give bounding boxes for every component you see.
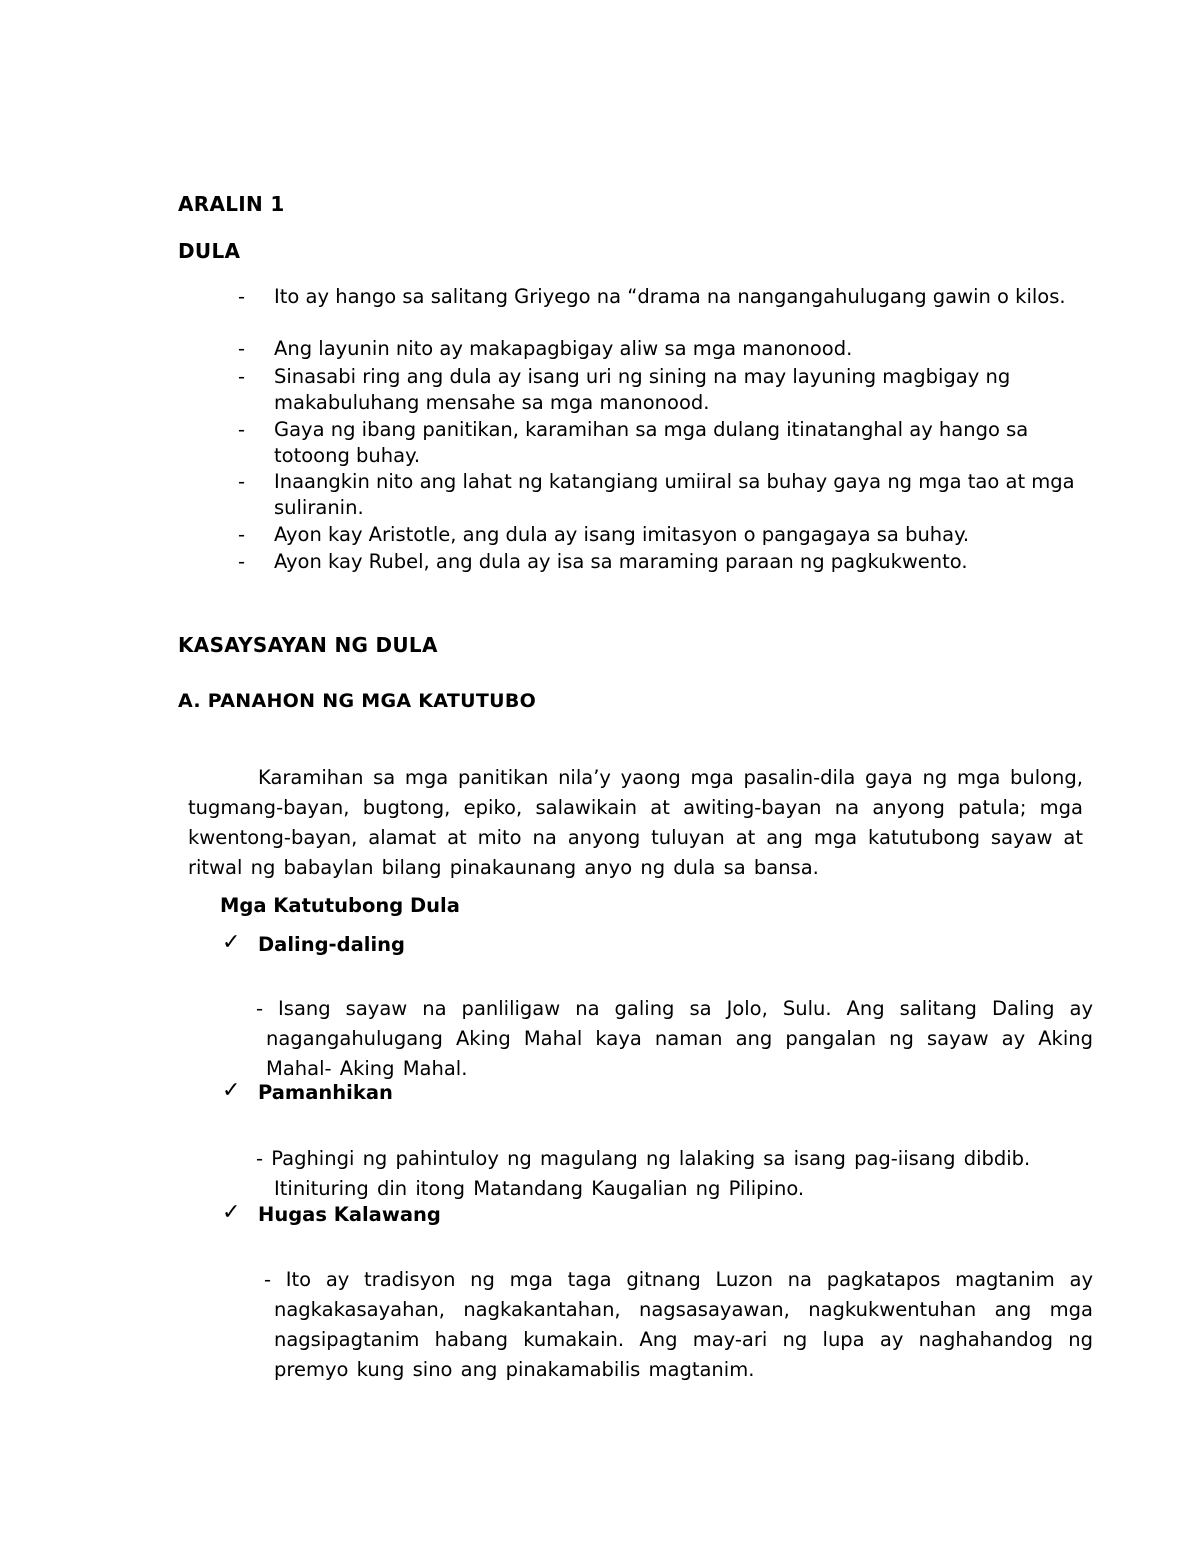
definition-item: Ito ay hango sa salitang Griyego na “drama na nangangahulugang gawin o kilos.	[274, 285, 1066, 308]
definition-item: Inaangkin nito ang lahat ng katangiang umiiral sa buhay gaya ng mga tao at mga suliranin.	[274, 470, 1075, 519]
definition-item: Ang layunin nito ay makapagbigay aliw sa mga manonood.	[274, 337, 853, 360]
checkmark-icon: ✓	[222, 1078, 241, 1103]
dash-marker: -	[238, 285, 246, 308]
section-a-title: A. PANAHON NG MGA KATUTUBO	[178, 690, 537, 712]
play-name: Pamanhikan	[258, 1081, 393, 1104]
definition-item: Ayon kay Rubel, ang dula ay isa sa maraming paraan ng pagkukwento.	[274, 550, 968, 573]
definition-item: Ayon kay Aristotle, ang dula ay isang imitasyon o pangagaya sa buhay.	[274, 523, 970, 546]
dash-marker: -	[238, 550, 246, 573]
lesson-topic: DULA	[178, 239, 241, 263]
play-description: - Paghingi ng pahintuloy ng magulang ng lalaking sa isang pag-iisang dibdib. Itinituring din itong Matandang Kaugalian ng Pilipino.	[256, 1146, 1031, 1200]
dash-marker: -	[238, 470, 246, 493]
section-a-paragraph: Karamihan sa mga panitikan nila’y yaong mga pasalin-dila gaya ng mga bulong, tugmang-bayan, bugtong, epiko, salawikain at awiting-bayan na anyong patula; mga kwentong-bayan, alamat at mito na anyong tuluyan at ang mga katutubong sayaw at ritwal ng babaylan bilang pinakaunang anyo ng dula sa bansa.	[188, 765, 1083, 879]
native-plays-title: Mga Katutubong Dula	[220, 894, 460, 917]
dash-marker: -	[238, 418, 246, 441]
play-description: - Isang sayaw na panliligaw na galing sa Jolo, Sulu. Ang salitang Daling ay nagangahulugang Aking Mahal kaya naman ang pangalan ng sayaw ay Aking Mahal- Aking Mahal.	[256, 996, 1093, 1080]
history-title: KASAYSAYAN NG DULA	[178, 633, 438, 657]
play-name: Daling-daling	[258, 933, 405, 956]
lesson-title: ARALIN 1	[178, 192, 285, 216]
definition-item: Gaya ng ibang panitikan, karamihan sa mga dulang itinatanghal ay hango sa totoong buhay.	[274, 418, 1029, 467]
checkmark-icon: ✓	[222, 930, 241, 955]
play-description: - Ito ay tradisyon ng mga taga gitnang Luzon na pagkatapos magtanim ay nagkakasayahan, nagkakantahan, nagsasayawan, nagkukwentuhan ang mga nagsipagtanim habang kumakain. Ang may-ari ng lupa ay naghahandog ng premyo kung sino ang pinakamabilis magtanim.	[264, 1267, 1093, 1381]
dash-marker: -	[238, 337, 246, 360]
definition-item: Sinasabi ring ang dula ay isang uri ng sining na may layuning magbigay ng makabuluhang mensahe sa mga manonood.	[274, 365, 1011, 414]
dash-marker: -	[238, 365, 246, 388]
checkmark-icon: ✓	[222, 1200, 241, 1225]
dash-marker: -	[238, 523, 246, 546]
play-name: Hugas Kalawang	[258, 1203, 441, 1226]
